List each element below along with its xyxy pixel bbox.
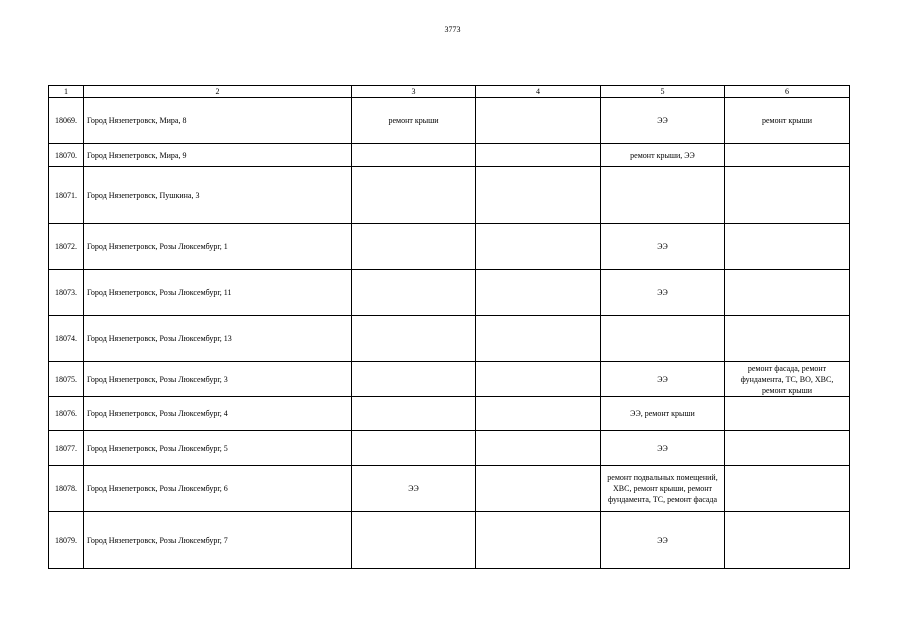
row-cell-3: ЭЭ bbox=[352, 466, 476, 512]
row-cell-4 bbox=[476, 224, 601, 270]
row-cell-5 bbox=[601, 167, 725, 224]
row-cell-3 bbox=[352, 144, 476, 167]
table-row bbox=[49, 98, 850, 144]
row-number: 18073. bbox=[49, 270, 84, 316]
row-cell-6 bbox=[725, 466, 850, 512]
row-number: 18076. bbox=[49, 397, 84, 431]
row-address: Город Нязепетровск, Розы Люксембург, 11 bbox=[84, 270, 352, 316]
row-cell-5: ЭЭ bbox=[601, 270, 725, 316]
row-cell-3 bbox=[352, 316, 476, 362]
row-cell-3 bbox=[352, 431, 476, 466]
row-number: 18077. bbox=[49, 431, 84, 466]
repair-table bbox=[48, 85, 850, 569]
table-row bbox=[49, 167, 850, 224]
row-address: Город Нязепетровск, Розы Люксембург, 7 bbox=[84, 512, 352, 569]
row-address: Город Нязепетровск, Розы Люксембург, 13 bbox=[84, 316, 352, 362]
row-address: Город Нязепетровск, Розы Люксембург, 1 bbox=[84, 224, 352, 270]
row-number: 18079. bbox=[49, 512, 84, 569]
row-cell-4 bbox=[476, 362, 601, 397]
row-cell-6: ремонт крыши bbox=[725, 98, 850, 144]
row-cell-4 bbox=[476, 466, 601, 512]
column-header: 4 bbox=[476, 86, 601, 98]
row-cell-6 bbox=[725, 270, 850, 316]
table-row bbox=[49, 397, 850, 431]
row-cell-4 bbox=[476, 144, 601, 167]
row-cell-6 bbox=[725, 167, 850, 224]
row-cell-6 bbox=[725, 224, 850, 270]
row-cell-5: ЭЭ bbox=[601, 362, 725, 397]
column-header: 5 bbox=[601, 86, 725, 98]
row-cell-4 bbox=[476, 98, 601, 144]
row-cell-5: ЭЭ bbox=[601, 98, 725, 144]
row-address: Город Нязепетровск, Розы Люксембург, 5 bbox=[84, 431, 352, 466]
row-number: 18070. bbox=[49, 144, 84, 167]
table-row bbox=[49, 144, 850, 167]
row-address: Город Нязепетровск, Розы Люксембург, 6 bbox=[84, 466, 352, 512]
column-header: 3 bbox=[352, 86, 476, 98]
row-cell-3 bbox=[352, 270, 476, 316]
table-row bbox=[49, 362, 850, 397]
row-cell-3 bbox=[352, 362, 476, 397]
table-row bbox=[49, 466, 850, 512]
column-header: 2 bbox=[84, 86, 352, 98]
row-cell-5: ЭЭ bbox=[601, 431, 725, 466]
row-cell-4 bbox=[476, 167, 601, 224]
row-cell-3: ремонт крыши bbox=[352, 98, 476, 144]
row-number: 18071. bbox=[49, 167, 84, 224]
row-number: 18075. bbox=[49, 362, 84, 397]
row-cell-6 bbox=[725, 144, 850, 167]
table-row bbox=[49, 224, 850, 270]
column-header: 1 bbox=[49, 86, 84, 98]
row-address: Город Нязепетровск, Розы Люксембург, 3 bbox=[84, 362, 352, 397]
row-cell-5: ремонт крыши, ЭЭ bbox=[601, 144, 725, 167]
row-cell-3 bbox=[352, 167, 476, 224]
row-cell-5: ЭЭ bbox=[601, 224, 725, 270]
row-cell-6 bbox=[725, 431, 850, 466]
row-number: 18074. bbox=[49, 316, 84, 362]
row-number: 18072. bbox=[49, 224, 84, 270]
row-cell-4 bbox=[476, 270, 601, 316]
row-address: Город Нязепетровск, Мира, 9 bbox=[84, 144, 352, 167]
row-cell-5: ЭЭ bbox=[601, 512, 725, 569]
row-cell-5: ремонт подвальных помещений, ХВС, ремонт крыши, ремонт фундамента, ТС, ремонт фасада bbox=[601, 466, 725, 512]
row-cell-3 bbox=[352, 397, 476, 431]
page-number: 3773 bbox=[444, 25, 461, 34]
row-cell-4 bbox=[476, 316, 601, 362]
table-row bbox=[49, 431, 850, 466]
row-cell-5 bbox=[601, 316, 725, 362]
row-number: 18069. bbox=[49, 98, 84, 144]
row-cell-5: ЭЭ, ремонт крыши bbox=[601, 397, 725, 431]
row-number: 18078. bbox=[49, 466, 84, 512]
row-address: Город Нязепетровск, Розы Люксембург, 4 bbox=[84, 397, 352, 431]
row-cell-6 bbox=[725, 512, 850, 569]
table-row bbox=[49, 270, 850, 316]
row-cell-6 bbox=[725, 397, 850, 431]
table-row bbox=[49, 316, 850, 362]
table-header-row bbox=[49, 86, 850, 98]
row-cell-3 bbox=[352, 512, 476, 569]
row-cell-4 bbox=[476, 431, 601, 466]
row-cell-6: ремонт фасада, ремонт фундамента, ТС, ВО, ХВС, ремонт крыши bbox=[725, 362, 850, 397]
row-cell-6 bbox=[725, 316, 850, 362]
column-header: 6 bbox=[725, 86, 850, 98]
row-cell-3 bbox=[352, 224, 476, 270]
row-address: Город Нязепетровск, Пушкина, 3 bbox=[84, 167, 352, 224]
row-cell-4 bbox=[476, 397, 601, 431]
row-address: Город Нязепетровск, Мира, 8 bbox=[84, 98, 352, 144]
table-row bbox=[49, 512, 850, 569]
row-cell-4 bbox=[476, 512, 601, 569]
